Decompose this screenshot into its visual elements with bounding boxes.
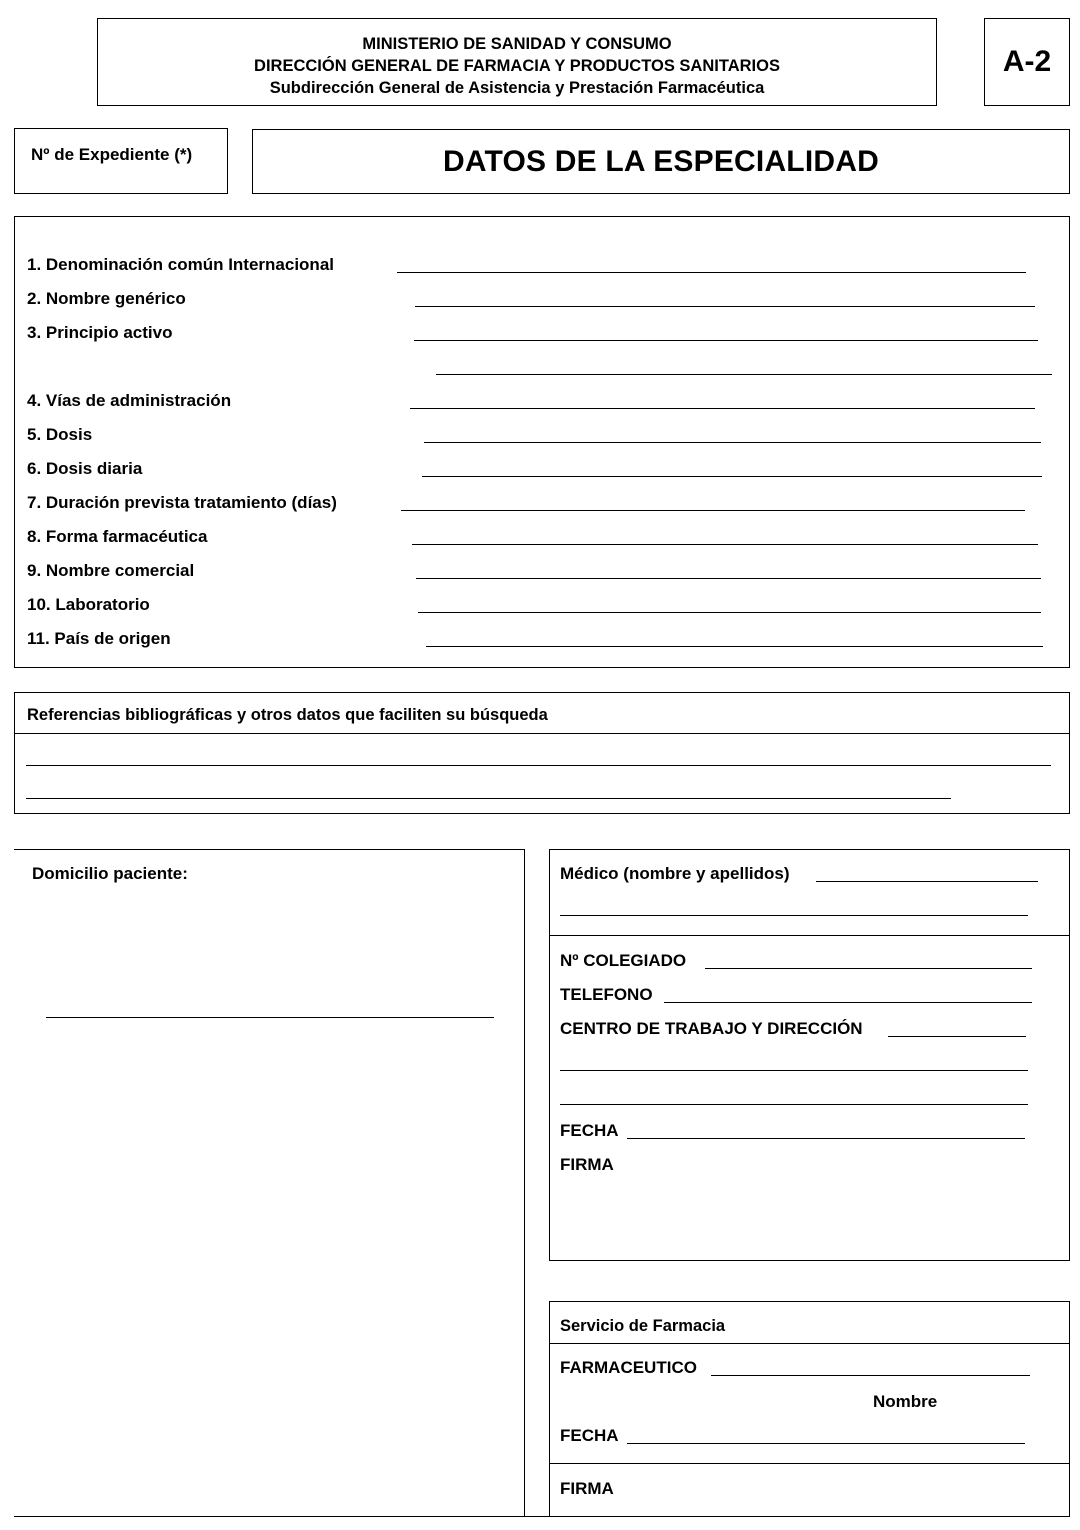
field-input-principio-activo-cont[interactable] [436,374,1052,375]
farmaceutico-nombre-caption: Nombre [873,1392,938,1411]
field-input-pais[interactable] [426,646,1043,647]
doctor-divider [549,935,1070,936]
patient-top-border [14,849,525,850]
colegiado-input[interactable] [705,968,1032,969]
doctor-firma-label: FIRMA [560,1155,614,1174]
field-input-dci[interactable] [397,272,1026,273]
doctor-name-label: Médico (nombre y apellidos) [560,864,790,883]
field-input-dosis[interactable] [424,442,1041,443]
references-label: Referencias bibliográficas y otros datos que faciliten su búsqueda [27,706,548,724]
field-label-nombre-comercial: 9. Nombre comercial [27,561,195,580]
doctor-fecha-input[interactable] [627,1138,1025,1139]
telefono-label: TELEFONO [560,985,653,1004]
field-input-principio-activo[interactable] [414,340,1038,341]
doctor-section [549,849,1070,1261]
farmaceutico-input[interactable] [711,1375,1030,1376]
ministry-line: MINISTERIO DE SANIDAD Y CONSUMO [362,35,672,53]
field-input-dosis-diaria[interactable] [422,476,1042,477]
expediente-label: Nº de Expediente (*) [31,145,193,164]
field-label-laboratorio: 10. Laboratorio [27,595,150,614]
centro-input[interactable] [888,1036,1026,1037]
expediente-box[interactable] [14,128,228,194]
centro-input-cont-2[interactable] [560,1104,1028,1105]
field-input-vias[interactable] [410,408,1035,409]
ministry-header [97,18,937,106]
form-code: A-2 [984,18,1070,106]
field-input-nombre-comercial[interactable] [416,578,1041,579]
telefono-input[interactable] [664,1002,1032,1003]
field-label-vias: 4. Vías de administración [27,391,232,410]
subdirectorate-line: Subdirección General de Asistencia y Prestación Farmacéutica [269,79,765,97]
centro-input-cont-1[interactable] [560,1070,1028,1071]
doctor-name-input-cont[interactable] [560,915,1028,916]
pharmacy-firma-label: FIRMA [560,1479,614,1498]
pharmacy-firma-divider [549,1463,1070,1464]
field-label-pais: 11. País de origen [27,629,171,648]
field-input-duracion[interactable] [401,510,1025,511]
colegiado-label: Nº COLEGIADO [560,951,687,970]
field-label-duracion: 7. Duración prevista tratamiento (días) [27,493,337,512]
field-input-forma[interactable] [412,544,1038,545]
field-label-nombre-generico: 2. Nombre genérico [27,289,186,308]
patient-address-label: Domicilio paciente: [32,864,188,883]
field-input-laboratorio[interactable] [418,612,1041,613]
patient-right-border [524,849,525,1517]
pharmacy-title-divider [549,1343,1070,1344]
title-box [252,129,1070,194]
centro-label: CENTRO DE TRABAJO Y DIRECCIÓN [560,1019,863,1038]
doctor-fecha-label: FECHA [560,1121,619,1140]
field-input-nombre-generico[interactable] [415,306,1035,307]
doctor-name-input[interactable] [816,881,1038,882]
references-input-line-2[interactable] [26,798,951,799]
pharmacy-fecha-label: FECHA [560,1426,619,1445]
farmaceutico-label: FARMACEUTICO [560,1358,697,1377]
field-label-forma: 8. Forma farmacéutica [27,527,208,546]
references-divider [14,733,1070,734]
field-label-principio-activo: 3. Principio activo [27,323,173,342]
directorate-line: DIRECCIÓN GENERAL DE FARMACIA Y PRODUCTOS SANITARIOS [254,57,780,75]
field-label-dosis: 5. Dosis [27,425,93,444]
page-title: DATOS DE LA ESPECIALIDAD [443,144,879,178]
field-label-dci: 1. Denominación común Internacional [27,255,334,274]
patient-address-input[interactable] [46,1017,494,1018]
pharmacy-title: Servicio de Farmacia [560,1317,726,1335]
field-label-dosis-diaria: 6. Dosis diaria [27,459,143,478]
references-input-line-1[interactable] [26,765,1051,766]
pharmacy-fecha-input[interactable] [627,1443,1025,1444]
